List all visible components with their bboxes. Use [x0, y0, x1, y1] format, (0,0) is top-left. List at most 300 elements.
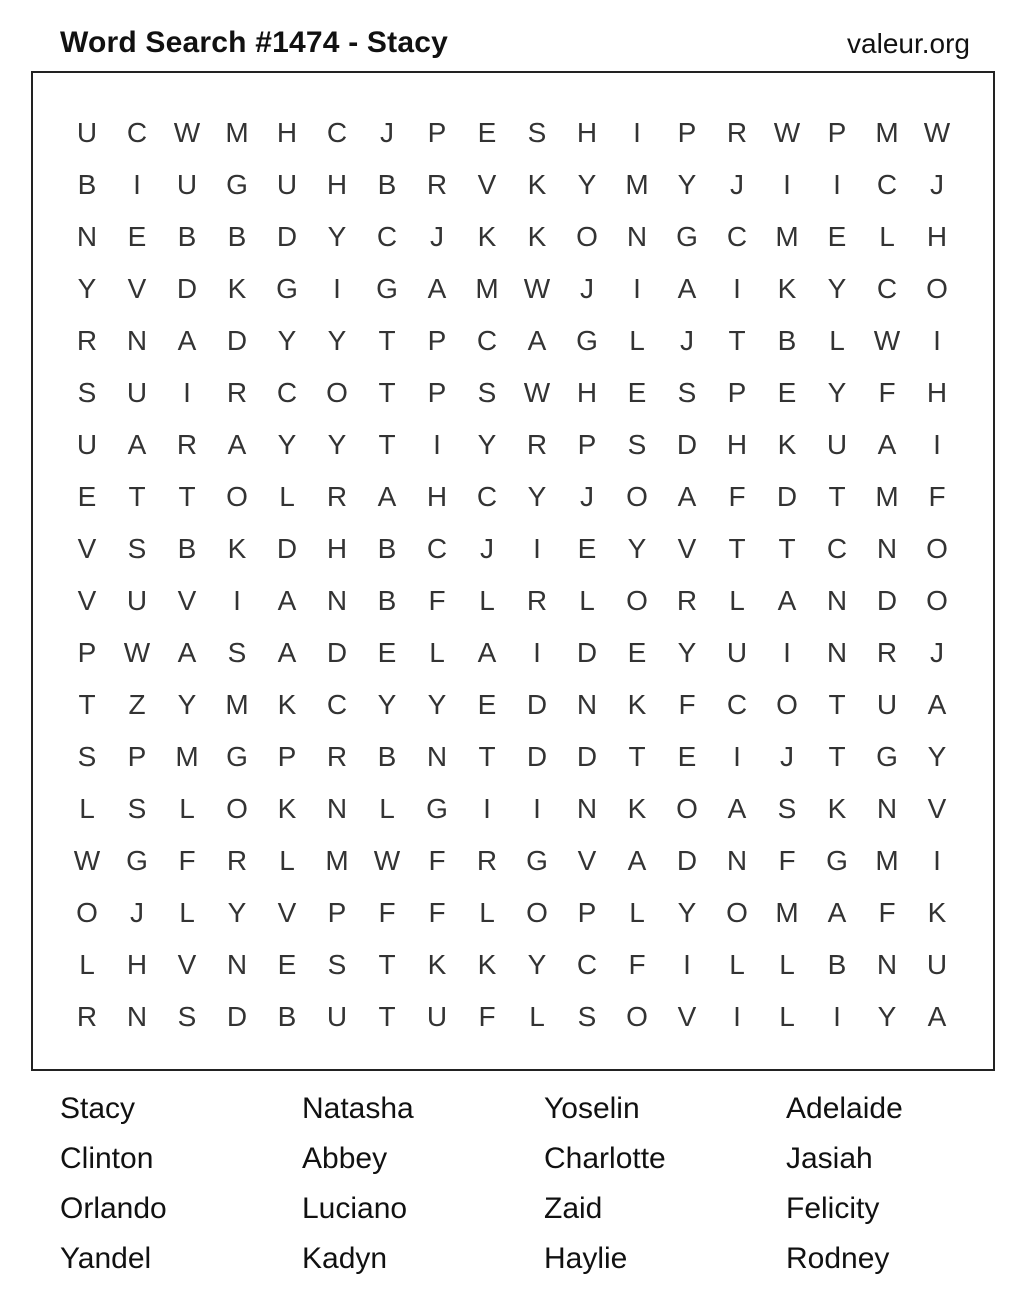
grid-cell[interactable]: G	[276, 273, 298, 304]
grid-cell[interactable]: L	[79, 949, 95, 980]
grid-cell[interactable]: D	[526, 741, 548, 772]
grid-cell[interactable]: J	[680, 325, 694, 356]
grid-cell[interactable]: K	[277, 689, 297, 720]
grid-cell[interactable]: K	[427, 949, 447, 980]
grid-cell[interactable]: S	[77, 741, 97, 772]
grid-cell[interactable]: B	[177, 533, 197, 564]
grid-cell[interactable]: L	[79, 793, 95, 824]
grid-cell[interactable]: R	[426, 169, 448, 200]
grid-cell[interactable]: T	[728, 325, 746, 356]
grid-cell[interactable]: B	[377, 533, 397, 564]
grid-cell[interactable]: M	[625, 169, 649, 200]
grid-cell[interactable]: D	[576, 741, 598, 772]
grid-cell[interactable]: E	[127, 221, 147, 252]
grid-cell[interactable]: N	[576, 793, 598, 824]
grid-cell[interactable]: V	[277, 897, 297, 928]
grid-cell[interactable]: K	[527, 169, 547, 200]
grid-cell[interactable]: P	[727, 377, 747, 408]
grid-cell[interactable]: F	[478, 1001, 496, 1032]
grid-cell[interactable]: G	[676, 221, 698, 252]
grid-cell[interactable]: Y	[477, 429, 497, 460]
grid-cell[interactable]: N	[876, 533, 898, 564]
grid-cell[interactable]: A	[277, 637, 297, 668]
grid-cell[interactable]: K	[927, 897, 947, 928]
grid-cell[interactable]: A	[927, 689, 947, 720]
grid-cell[interactable]: J	[780, 741, 794, 772]
grid-cell[interactable]: B	[827, 949, 847, 980]
grid-cell[interactable]: Y	[227, 897, 247, 928]
grid-cell[interactable]: F	[778, 845, 796, 876]
grid-cell[interactable]: C	[876, 169, 898, 200]
grid-cell[interactable]: I	[433, 429, 441, 460]
grid-cell[interactable]: L	[629, 897, 645, 928]
grid-cell[interactable]: T	[378, 325, 396, 356]
grid-cell[interactable]: N	[876, 793, 898, 824]
grid-cell[interactable]: M	[875, 481, 899, 512]
grid-cell[interactable]: Y	[527, 481, 547, 512]
grid-cell[interactable]: A	[927, 1001, 947, 1032]
grid-cell[interactable]: H	[326, 169, 348, 200]
grid-cell[interactable]: A	[627, 845, 647, 876]
grid-cell[interactable]: Y	[327, 221, 347, 252]
grid-cell[interactable]: V	[127, 273, 147, 304]
grid-cell[interactable]: E	[777, 377, 797, 408]
grid-cell[interactable]: P	[577, 897, 597, 928]
grid-cell[interactable]: U	[76, 117, 98, 148]
grid-cell[interactable]: H	[276, 117, 298, 148]
grid-cell[interactable]: I	[683, 949, 691, 980]
grid-cell[interactable]: K	[477, 221, 497, 252]
grid-cell[interactable]: A	[127, 429, 147, 460]
grid-cell[interactable]: I	[833, 1001, 841, 1032]
grid-cell[interactable]: K	[777, 429, 797, 460]
grid-cell[interactable]: M	[325, 845, 349, 876]
grid-cell[interactable]: N	[326, 793, 348, 824]
grid-cell[interactable]: Y	[527, 949, 547, 980]
grid-cell[interactable]: A	[527, 325, 547, 356]
grid-cell[interactable]: L	[479, 585, 495, 616]
grid-cell[interactable]: M	[775, 897, 799, 928]
grid-cell[interactable]: Y	[877, 1001, 897, 1032]
grid-cell[interactable]: K	[477, 949, 497, 980]
grid-cell[interactable]: R	[726, 117, 748, 148]
grid-cell[interactable]: U	[326, 1001, 348, 1032]
grid-cell[interactable]: N	[126, 1001, 148, 1032]
grid-cell[interactable]: Y	[577, 169, 597, 200]
grid-cell[interactable]: G	[376, 273, 398, 304]
grid-cell[interactable]: U	[876, 689, 898, 720]
grid-cell[interactable]: L	[729, 949, 745, 980]
grid-cell[interactable]: L	[729, 585, 745, 616]
grid-cell[interactable]: O	[626, 481, 648, 512]
grid-cell[interactable]: O	[776, 689, 798, 720]
grid-cell[interactable]: C	[276, 377, 298, 408]
grid-cell[interactable]: L	[279, 845, 295, 876]
grid-cell[interactable]: O	[626, 585, 648, 616]
grid-cell[interactable]: L	[429, 637, 445, 668]
grid-cell[interactable]: H	[576, 117, 598, 148]
grid-cell[interactable]: P	[677, 117, 697, 148]
grid-cell[interactable]: A	[177, 325, 197, 356]
grid-cell[interactable]: I	[483, 793, 491, 824]
grid-cell[interactable]: T	[378, 949, 396, 980]
grid-cell[interactable]: C	[376, 221, 398, 252]
grid-cell[interactable]: J	[580, 481, 594, 512]
grid-cell[interactable]: U	[126, 585, 148, 616]
grid-cell[interactable]: L	[579, 585, 595, 616]
grid-cell[interactable]: I	[933, 429, 941, 460]
grid-cell[interactable]: I	[783, 637, 791, 668]
grid-cell[interactable]: G	[226, 741, 248, 772]
grid-cell[interactable]: B	[777, 325, 797, 356]
grid-cell[interactable]: N	[826, 637, 848, 668]
grid-cell[interactable]: G	[126, 845, 148, 876]
grid-cell[interactable]: P	[427, 377, 447, 408]
grid-cell[interactable]: G	[526, 845, 548, 876]
grid-cell[interactable]: V	[77, 533, 97, 564]
grid-cell[interactable]: U	[126, 377, 148, 408]
grid-cell[interactable]: P	[277, 741, 297, 772]
grid-cell[interactable]: A	[877, 429, 897, 460]
grid-cell[interactable]: C	[876, 273, 898, 304]
grid-cell[interactable]: T	[728, 533, 746, 564]
grid-cell[interactable]: G	[576, 325, 598, 356]
grid-cell[interactable]: R	[226, 845, 248, 876]
grid-cell[interactable]: E	[677, 741, 697, 772]
grid-cell[interactable]: Y	[677, 169, 697, 200]
grid-cell[interactable]: M	[175, 741, 199, 772]
grid-cell[interactable]: T	[628, 741, 646, 772]
grid-cell[interactable]: S	[77, 377, 97, 408]
grid-cell[interactable]: S	[777, 793, 797, 824]
grid-cell[interactable]: O	[926, 585, 948, 616]
grid-cell[interactable]: T	[478, 741, 496, 772]
grid-cell[interactable]: C	[126, 117, 148, 148]
grid-cell[interactable]: O	[526, 897, 548, 928]
grid-cell[interactable]: O	[926, 273, 948, 304]
grid-cell[interactable]: H	[726, 429, 748, 460]
grid-cell[interactable]: T	[78, 689, 96, 720]
grid-cell[interactable]: V	[177, 949, 197, 980]
grid-cell[interactable]: W	[923, 117, 951, 148]
grid-cell[interactable]: M	[875, 845, 899, 876]
grid-cell[interactable]: T	[378, 377, 396, 408]
grid-cell[interactable]: V	[677, 1001, 697, 1032]
grid-cell[interactable]: S	[177, 1001, 197, 1032]
grid-cell[interactable]: I	[133, 169, 141, 200]
grid-cell[interactable]: J	[480, 533, 494, 564]
grid-cell[interactable]: U	[926, 949, 948, 980]
grid-cell[interactable]: F	[678, 689, 696, 720]
grid-cell[interactable]: D	[226, 325, 248, 356]
grid-cell[interactable]: V	[477, 169, 497, 200]
grid-cell[interactable]: L	[629, 325, 645, 356]
grid-cell[interactable]: S	[527, 117, 547, 148]
grid-cell[interactable]: E	[477, 117, 497, 148]
grid-cell[interactable]: D	[576, 637, 598, 668]
grid-cell[interactable]: I	[733, 741, 741, 772]
grid-cell[interactable]: N	[576, 689, 598, 720]
grid-cell[interactable]: Y	[277, 325, 297, 356]
grid-cell[interactable]: Y	[827, 273, 847, 304]
grid-cell[interactable]: U	[276, 169, 298, 200]
grid-cell[interactable]: N	[126, 325, 148, 356]
grid-cell[interactable]: J	[930, 169, 944, 200]
grid-cell[interactable]: R	[76, 1001, 98, 1032]
grid-cell[interactable]: T	[778, 533, 796, 564]
grid-cell[interactable]: G	[826, 845, 848, 876]
grid-cell[interactable]: F	[728, 481, 746, 512]
grid-cell[interactable]: M	[475, 273, 499, 304]
grid-cell[interactable]: F	[428, 585, 446, 616]
grid-cell[interactable]: V	[927, 793, 947, 824]
grid-cell[interactable]: P	[427, 117, 447, 148]
grid-cell[interactable]: M	[875, 117, 899, 148]
grid-cell[interactable]: B	[77, 169, 97, 200]
grid-cell[interactable]: I	[333, 273, 341, 304]
grid-cell[interactable]: N	[626, 221, 648, 252]
grid-cell[interactable]: J	[130, 897, 144, 928]
grid-cell[interactable]: N	[76, 221, 98, 252]
grid-cell[interactable]: Y	[677, 897, 697, 928]
grid-cell[interactable]: O	[726, 897, 748, 928]
grid-cell[interactable]: F	[378, 897, 396, 928]
grid-cell[interactable]: F	[428, 897, 446, 928]
grid-cell[interactable]: E	[627, 377, 647, 408]
grid-cell[interactable]: U	[726, 637, 748, 668]
grid-cell[interactable]: I	[533, 533, 541, 564]
grid-cell[interactable]: I	[833, 169, 841, 200]
grid-cell[interactable]: S	[127, 793, 147, 824]
grid-cell[interactable]: W	[523, 377, 551, 408]
grid-cell[interactable]: Y	[927, 741, 947, 772]
grid-cell[interactable]: K	[627, 793, 647, 824]
grid-cell[interactable]: R	[226, 377, 248, 408]
grid-cell[interactable]: F	[928, 481, 946, 512]
grid-cell[interactable]: A	[677, 481, 697, 512]
grid-cell[interactable]: T	[828, 741, 846, 772]
grid-cell[interactable]: Y	[327, 429, 347, 460]
grid-cell[interactable]: E	[377, 637, 397, 668]
grid-cell[interactable]: U	[76, 429, 98, 460]
grid-cell[interactable]: F	[178, 845, 196, 876]
grid-cell[interactable]: S	[227, 637, 247, 668]
grid-cell[interactable]: I	[633, 273, 641, 304]
grid-cell[interactable]: L	[529, 1001, 545, 1032]
grid-cell[interactable]: O	[326, 377, 348, 408]
grid-cell[interactable]: H	[926, 221, 948, 252]
grid-cell[interactable]: I	[783, 169, 791, 200]
grid-cell[interactable]: K	[277, 793, 297, 824]
grid-cell[interactable]: D	[776, 481, 798, 512]
grid-cell[interactable]: B	[377, 169, 397, 200]
grid-cell[interactable]: M	[225, 117, 249, 148]
grid-cell[interactable]: R	[876, 637, 898, 668]
grid-cell[interactable]: T	[828, 689, 846, 720]
grid-cell[interactable]: C	[426, 533, 448, 564]
grid-cell[interactable]: R	[526, 585, 548, 616]
grid-cell[interactable]: E	[477, 689, 497, 720]
grid-cell[interactable]: A	[727, 793, 747, 824]
grid-cell[interactable]: D	[276, 221, 298, 252]
grid-cell[interactable]: A	[677, 273, 697, 304]
grid-cell[interactable]: R	[326, 741, 348, 772]
grid-cell[interactable]: Y	[427, 689, 447, 720]
grid-cell[interactable]: A	[777, 585, 797, 616]
grid-cell[interactable]: M	[775, 221, 799, 252]
grid-cell[interactable]: Z	[128, 689, 146, 720]
grid-cell[interactable]: L	[479, 897, 495, 928]
grid-cell[interactable]: I	[733, 273, 741, 304]
grid-cell[interactable]: T	[378, 1001, 396, 1032]
grid-cell[interactable]: J	[930, 637, 944, 668]
grid-cell[interactable]: E	[627, 637, 647, 668]
grid-cell[interactable]: C	[476, 481, 498, 512]
grid-cell[interactable]: W	[523, 273, 551, 304]
grid-cell[interactable]: H	[126, 949, 148, 980]
grid-cell[interactable]: Y	[177, 689, 197, 720]
grid-cell[interactable]: C	[726, 221, 748, 252]
grid-cell[interactable]: H	[576, 377, 598, 408]
grid-cell[interactable]: R	[326, 481, 348, 512]
grid-cell[interactable]: Y	[277, 429, 297, 460]
grid-cell[interactable]: C	[576, 949, 598, 980]
grid-cell[interactable]: P	[77, 637, 97, 668]
grid-cell[interactable]: C	[826, 533, 848, 564]
grid-cell[interactable]: K	[827, 793, 847, 824]
grid-cell[interactable]: R	[476, 845, 498, 876]
grid-cell[interactable]: P	[127, 741, 147, 772]
grid-cell[interactable]: J	[380, 117, 394, 148]
grid-cell[interactable]: J	[430, 221, 444, 252]
grid-cell[interactable]: J	[580, 273, 594, 304]
grid-cell[interactable]: W	[73, 845, 101, 876]
grid-cell[interactable]: U	[826, 429, 848, 460]
grid-cell[interactable]: B	[227, 221, 247, 252]
grid-cell[interactable]: U	[176, 169, 198, 200]
grid-cell[interactable]: V	[177, 585, 197, 616]
grid-cell[interactable]: V	[77, 585, 97, 616]
grid-cell[interactable]: W	[173, 117, 201, 148]
grid-cell[interactable]: A	[827, 897, 847, 928]
grid-cell[interactable]: B	[377, 585, 397, 616]
grid-cell[interactable]: N	[826, 585, 848, 616]
grid-cell[interactable]: S	[477, 377, 497, 408]
grid-cell[interactable]: R	[176, 429, 198, 460]
grid-cell[interactable]: Y	[377, 689, 397, 720]
grid-cell[interactable]: P	[577, 429, 597, 460]
grid-cell[interactable]: K	[227, 533, 247, 564]
grid-cell[interactable]: U	[426, 1001, 448, 1032]
grid-cell[interactable]: P	[327, 897, 347, 928]
grid-cell[interactable]: L	[179, 897, 195, 928]
grid-cell[interactable]: Y	[327, 325, 347, 356]
grid-cell[interactable]: S	[677, 377, 697, 408]
grid-cell[interactable]: L	[879, 221, 895, 252]
grid-cell[interactable]: H	[426, 481, 448, 512]
grid-cell[interactable]: L	[379, 793, 395, 824]
grid-cell[interactable]: O	[226, 793, 248, 824]
grid-cell[interactable]: R	[76, 325, 98, 356]
grid-cell[interactable]: T	[828, 481, 846, 512]
grid-cell[interactable]: Y	[827, 377, 847, 408]
grid-cell[interactable]: B	[377, 741, 397, 772]
grid-cell[interactable]: M	[225, 689, 249, 720]
grid-cell[interactable]: S	[627, 429, 647, 460]
grid-cell[interactable]: B	[277, 1001, 297, 1032]
grid-cell[interactable]: D	[676, 429, 698, 460]
grid-cell[interactable]: E	[827, 221, 847, 252]
grid-cell[interactable]: C	[726, 689, 748, 720]
grid-cell[interactable]: S	[577, 1001, 597, 1032]
grid-cell[interactable]: D	[876, 585, 898, 616]
grid-cell[interactable]: V	[677, 533, 697, 564]
grid-cell[interactable]: W	[373, 845, 401, 876]
grid-cell[interactable]: N	[876, 949, 898, 980]
grid-cell[interactable]: T	[128, 481, 146, 512]
grid-cell[interactable]: I	[233, 585, 241, 616]
grid-cell[interactable]: L	[779, 1001, 795, 1032]
grid-cell[interactable]: V	[577, 845, 597, 876]
grid-cell[interactable]: A	[427, 273, 447, 304]
grid-cell[interactable]: O	[676, 793, 698, 824]
grid-cell[interactable]: I	[183, 377, 191, 408]
grid-cell[interactable]: L	[829, 325, 845, 356]
grid-cell[interactable]: A	[277, 585, 297, 616]
grid-cell[interactable]: N	[326, 585, 348, 616]
grid-cell[interactable]: R	[676, 585, 698, 616]
grid-cell[interactable]: K	[627, 689, 647, 720]
grid-cell[interactable]: C	[476, 325, 498, 356]
grid-cell[interactable]: A	[227, 429, 247, 460]
grid-cell[interactable]: C	[326, 689, 348, 720]
grid-cell[interactable]: S	[327, 949, 347, 980]
grid-cell[interactable]: I	[533, 793, 541, 824]
grid-cell[interactable]: K	[777, 273, 797, 304]
grid-cell[interactable]: O	[626, 1001, 648, 1032]
grid-cell[interactable]: D	[526, 689, 548, 720]
grid-cell[interactable]: O	[76, 897, 98, 928]
grid-cell[interactable]: W	[873, 325, 901, 356]
grid-cell[interactable]: T	[178, 481, 196, 512]
grid-cell[interactable]: D	[276, 533, 298, 564]
grid-cell[interactable]: T	[378, 429, 396, 460]
grid-cell[interactable]: A	[477, 637, 497, 668]
grid-cell[interactable]: W	[123, 637, 151, 668]
grid-cell[interactable]: F	[878, 897, 896, 928]
grid-cell[interactable]: I	[633, 117, 641, 148]
grid-cell[interactable]: R	[526, 429, 548, 460]
grid-cell[interactable]: G	[426, 793, 448, 824]
grid-cell[interactable]: I	[733, 1001, 741, 1032]
grid-cell[interactable]: H	[926, 377, 948, 408]
grid-cell[interactable]: D	[226, 1001, 248, 1032]
grid-cell[interactable]: O	[926, 533, 948, 564]
grid-cell[interactable]: P	[427, 325, 447, 356]
grid-cell[interactable]: Y	[77, 273, 97, 304]
grid-cell[interactable]: D	[326, 637, 348, 668]
grid-cell[interactable]: O	[226, 481, 248, 512]
grid-cell[interactable]: W	[773, 117, 801, 148]
grid-cell[interactable]: A	[177, 637, 197, 668]
grid-cell[interactable]: F	[878, 377, 896, 408]
grid-cell[interactable]: L	[179, 793, 195, 824]
grid-cell[interactable]: S	[127, 533, 147, 564]
grid-cell[interactable]: Y	[677, 637, 697, 668]
grid-cell[interactable]: I	[933, 325, 941, 356]
grid-cell[interactable]: K	[527, 221, 547, 252]
grid-cell[interactable]: Y	[627, 533, 647, 564]
